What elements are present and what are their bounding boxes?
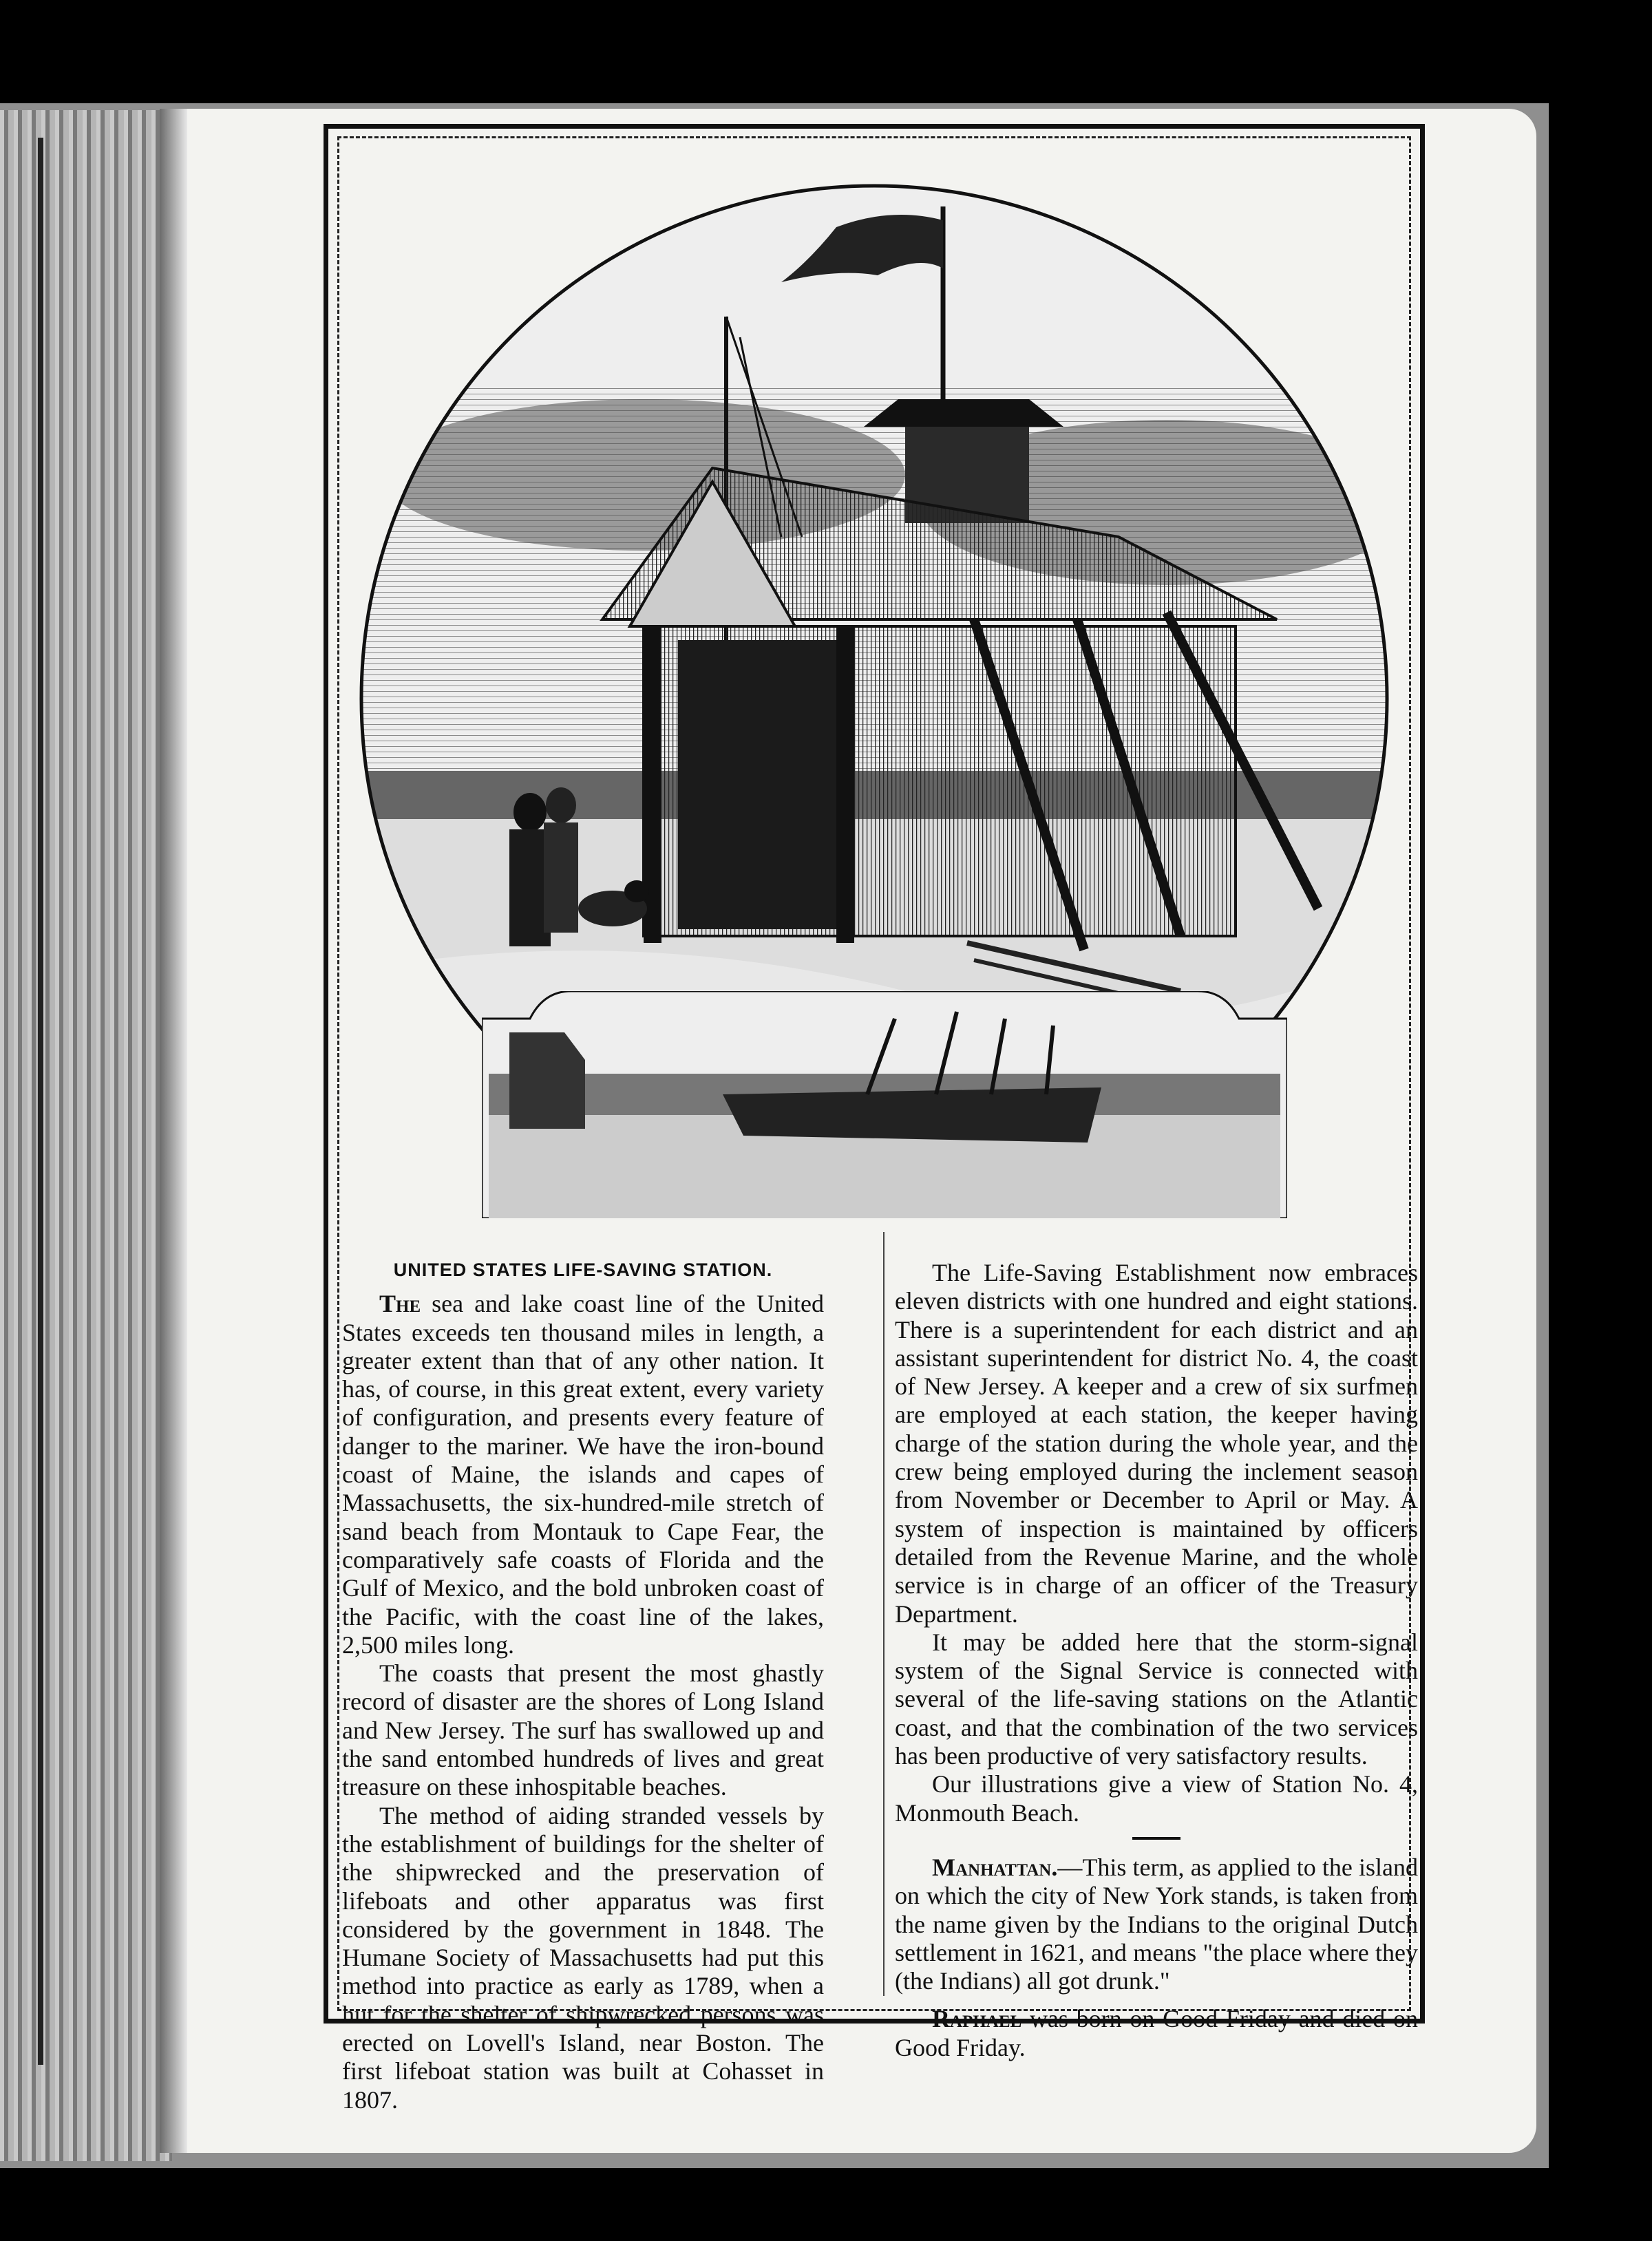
paragraph-text: sea and lake coast line of the United States exceeds ten thousand miles in length, a greater extent than that of any other nation. It has, of course, in this great extent, every variety of configuration, and presents every feature of danger to the mariner. We have the iron-bound coast of Maine, the islands and capes of Massachusetts, the six-hundred-mile stretch of sand beach from Montauk to Cape Fear, the comparatively safe coasts of Florida and the Gulf of Mexico, and the bold unbroken coast of the Pacific, with the coast line of the lakes, 2,500 miles long. — [342, 1290, 825, 1659]
article-headline: UNITED STATES LIFE-SAVING STATION. — [393, 1260, 773, 1280]
note-text: was born on Good Friday and died on Good Friday. — [895, 2005, 1419, 2061]
article-paragraph: The method of aiding stranded vessels by the establishment of buildings for the shelter of the shipwrecked and the preservation of lifeboats and other apparatus was first considered by the government in 1848. The Humane Society of Massachusetts had put this method into practice as early as 1789, when a hut for the shelter of shipwrecked persons was erected on Lovell's Island, near Boston. The first lifeboat station was built at Cohasset in 1807. — [342, 1801, 824, 2114]
article-paragraph — [342, 1290, 824, 1659]
column-rule — [883, 1232, 885, 1996]
article-paragraph: The Life-Saving Establishment now embraces eleven districts with one hundred and eight stations. There is a superintendent for each district and an assistant superintendent for district No. 4, the coast of New Jersey. A keeper and a crew of six surfmen are employed at each station, the keeper having charge of the station during the whole year, and the crew being employed during the inclement season from November or December to April or May. A system of inspection is maintained by officers detailed from the Revenue Marine, and the whole service is in charge of an officer of the Treasury Department. — [895, 1259, 1418, 1628]
article-left-column — [342, 1249, 824, 2114]
previous-page-frame — [0, 138, 43, 2065]
note-manhattan — [895, 1854, 1418, 1995]
note-text: —This term, as applied to the island on which the city of New York stands, is taken from the name given by the Indians to the original Dutch settlement in 1621, and means "the place where they (the Indians) all got drunk." — [895, 1853, 1418, 1995]
article-paragraph: The coasts that present the most ghastly record of disaster are the shores of Long Island and New Jersey. The surf has swallowed up and the sand entombed hundreds of lives and great treasure on these inhospitable beaches. — [342, 1659, 824, 1801]
page-gutter-shadow — [160, 109, 187, 2153]
article-right-column — [895, 1249, 1418, 2062]
engraving-shipwreck-scene-icon — [482, 991, 1287, 1218]
article-paragraph: Our illustrations give a view of Station No. 4, Monmouth Beach. — [895, 1770, 1418, 1827]
article-paragraph: It may be added here that the storm-signal system of the Signal Service is connected with several of the life-saving stations on the Atlantic coast, and that the combination of the two services has been productive of very satisfactory results. — [895, 1628, 1418, 1770]
section-separator — [1132, 1837, 1180, 1840]
note-lead: Manhattan. — [932, 1853, 1058, 1881]
note-lead: Raphael — [932, 2005, 1022, 2033]
paragraph-lead: The — [379, 1290, 421, 1318]
note-raphael — [895, 2005, 1418, 2062]
